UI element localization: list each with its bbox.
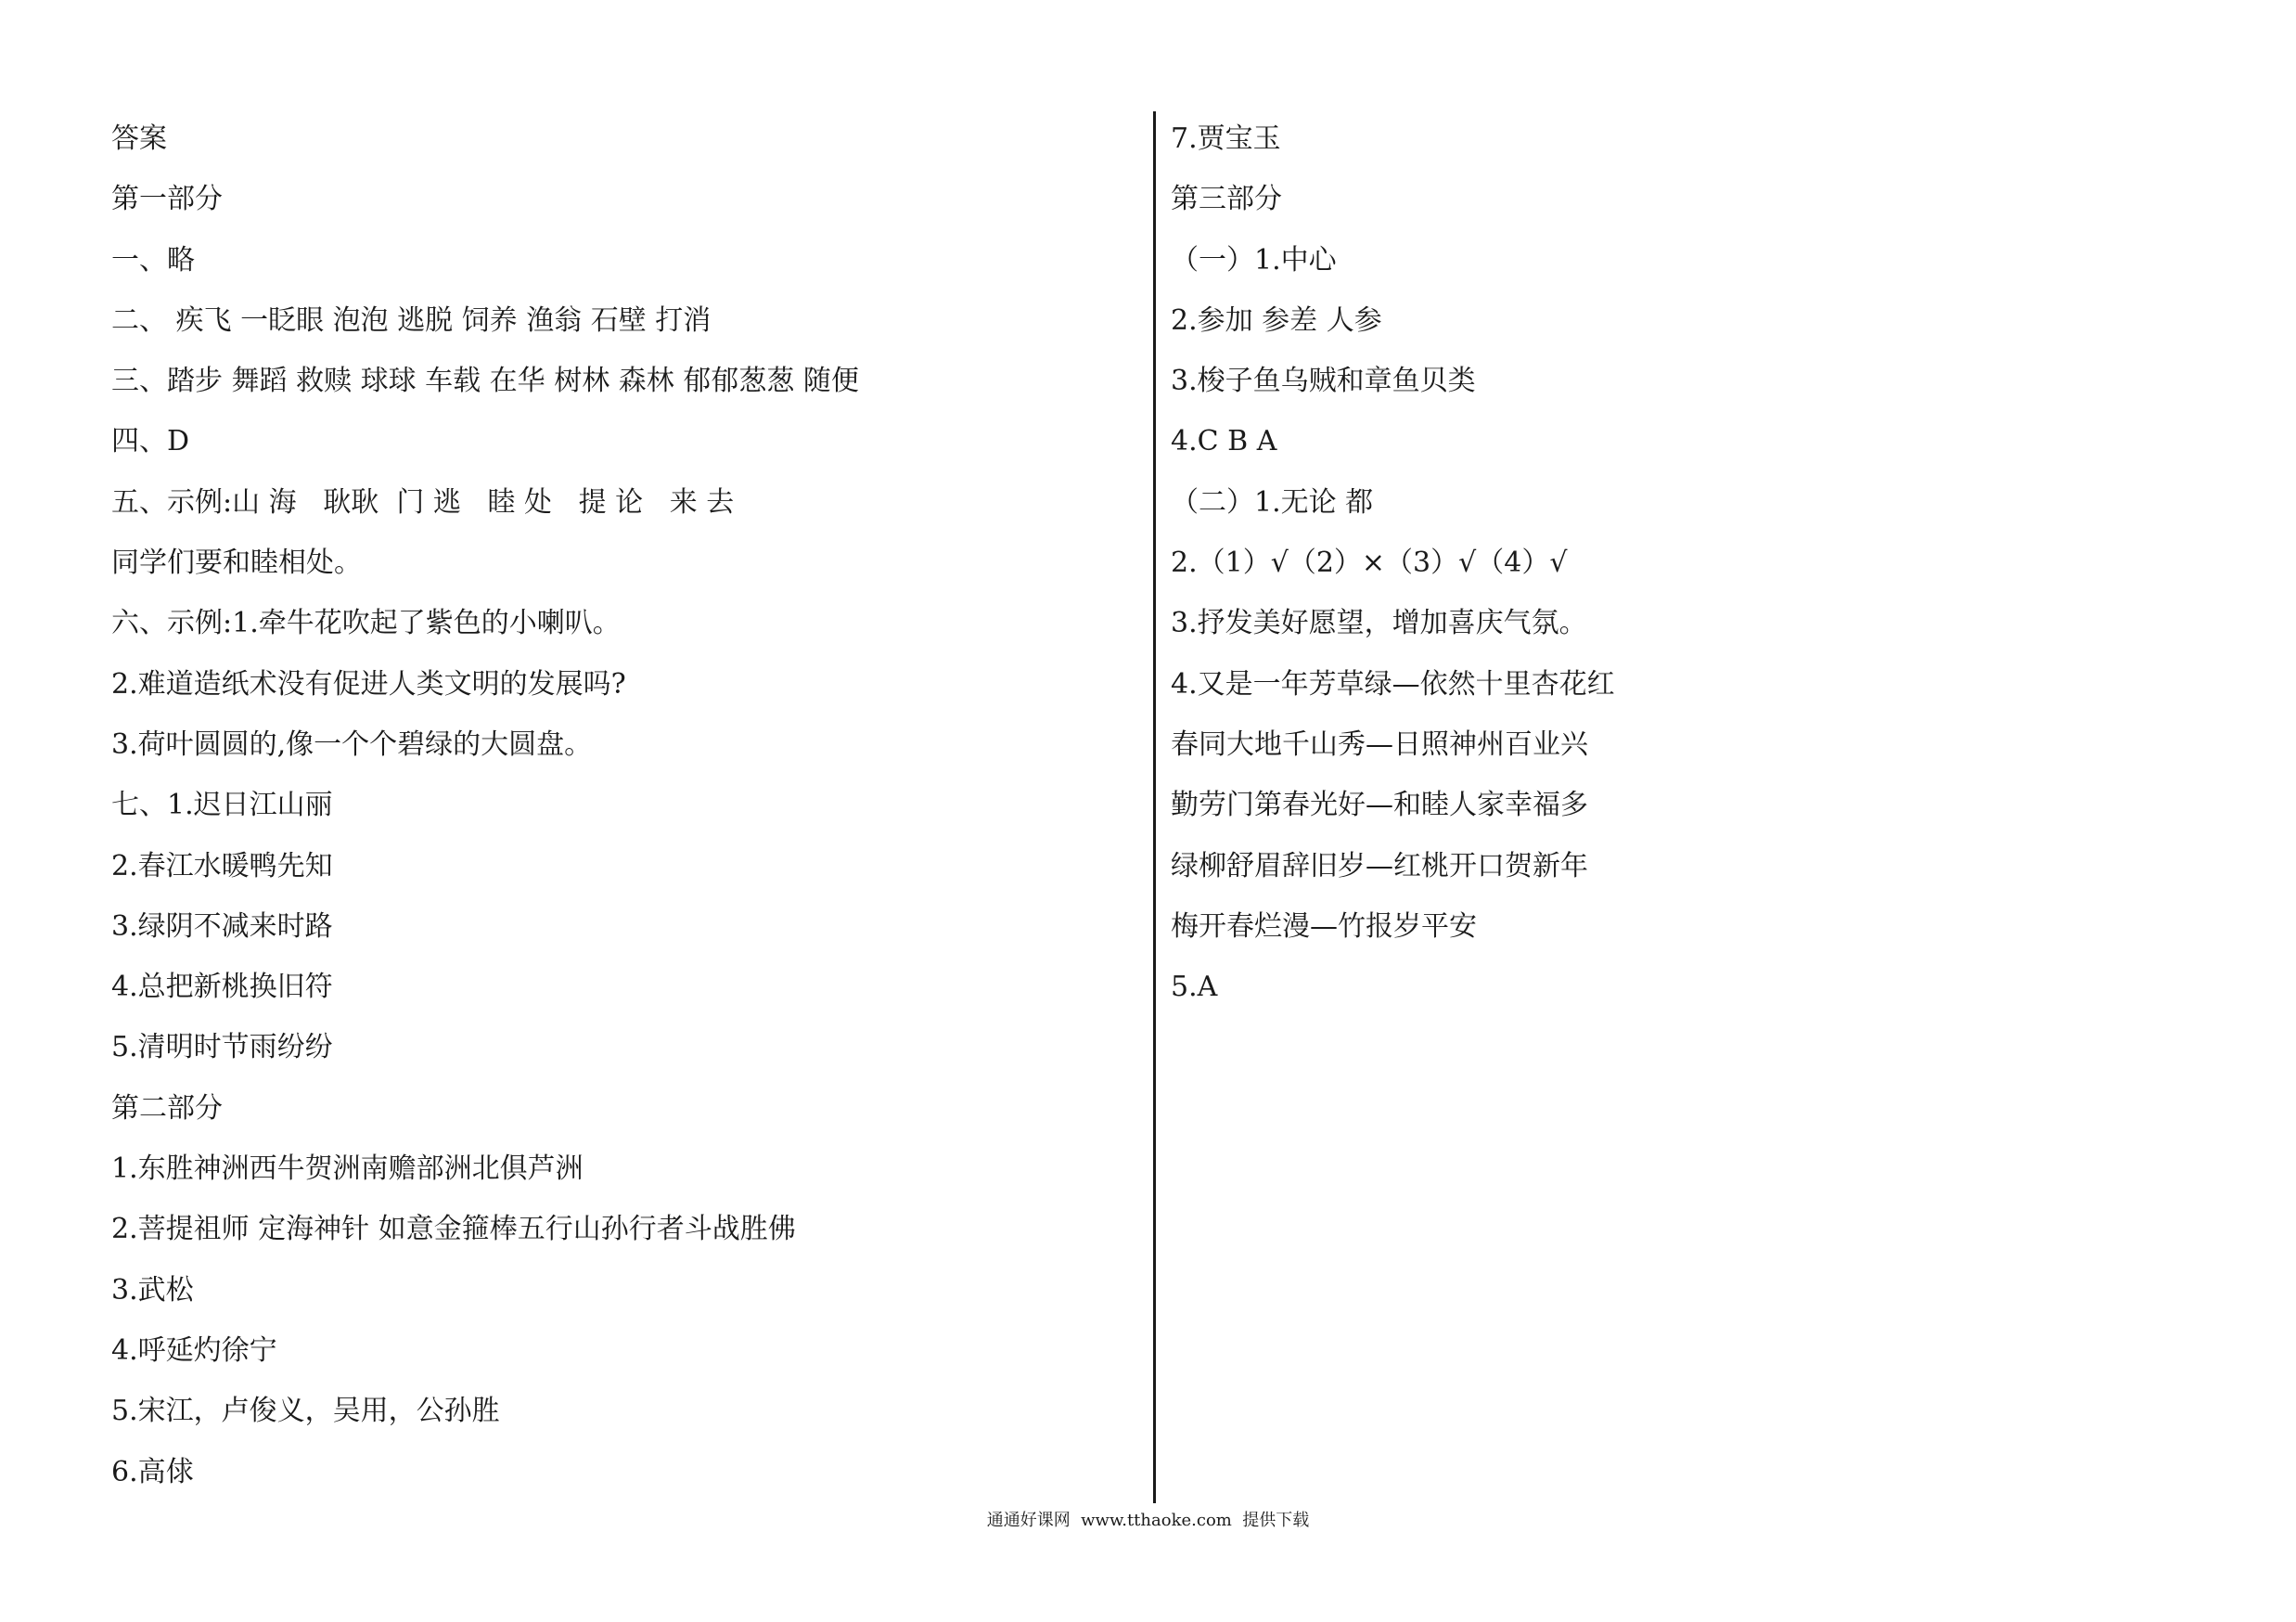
answer-line: （二）1.无论 都	[1171, 485, 1374, 519]
answer-line: 七、1.迟日江山丽	[111, 789, 333, 822]
answer-line: 6.高俅	[111, 1455, 194, 1488]
answer-line: 第一部分	[111, 183, 223, 216]
column-divider	[1153, 111, 1156, 1503]
answer-line: （一）1.中心	[1171, 243, 1337, 277]
answer-line: 第三部分	[1171, 183, 1282, 216]
answer-line: 二、 疾飞 一眨眼 泡泡 逃脱 饲养 渔翁 石壁 打消	[111, 303, 712, 337]
answer-column-right	[1171, 116, 2191, 1024]
answer-column-left	[111, 116, 1132, 1510]
answer-line: 3.绿阴不减来时路	[111, 909, 333, 943]
answer-line: 三、踏步 舞蹈 救赎 球球 车载 在华 树林 森林 郁郁葱葱 随便	[111, 365, 859, 398]
page-footer: 通通好课网 www.tthaoke.com 提供下载	[986, 1511, 1310, 1530]
answer-line: 4.C B A	[1171, 425, 1277, 458]
answer-line: 梅开春烂漫—竹报岁平安	[1171, 909, 1477, 943]
answer-line: 5.清明时节雨纷纷	[111, 1031, 333, 1064]
answer-line: 4.呼延灼徐宁	[111, 1333, 277, 1367]
answer-line: 3.武松	[111, 1273, 194, 1307]
answer-line: 六、示例:1.牵牛花吹起了紫色的小喇叭。	[111, 607, 621, 640]
answer-line: 3.荷叶圆圆的,像一个个碧绿的大圆盘。	[111, 727, 593, 761]
answer-line: 2.春江水暖鸭先知	[111, 849, 333, 882]
answer-line: 3.抒发美好愿望，增加喜庆气氛。	[1171, 607, 1587, 640]
answer-line: 2.难道造纸术没有促进人类文明的发展吗?	[111, 667, 626, 701]
answer-line: 2.菩提祖师 定海神针 如意金箍棒五行山孙行者斗战胜佛	[111, 1213, 796, 1246]
answer-line: 勤劳门第春光好—和睦人家幸福多	[1171, 789, 1588, 822]
answer-line: 答案	[111, 122, 167, 155]
answer-line: 第二部分	[111, 1091, 223, 1125]
answer-line: 5.宋江，卢俊义，吴用，公孙胜	[111, 1395, 500, 1428]
answer-line: 四、D	[111, 425, 190, 458]
answer-line: 5.A	[1171, 971, 1218, 1004]
answer-line: 春同大地千山秀—日照神州百业兴	[1171, 727, 1588, 761]
answer-line: 7.贾宝玉	[1171, 122, 1281, 155]
answer-line: 一、略	[111, 243, 195, 277]
answer-line: 绿柳舒眉辞旧岁—红桃开口贺新年	[1171, 849, 1588, 882]
answer-line: 同学们要和睦相处。	[111, 547, 362, 580]
answer-line: 3.梭子鱼乌贼和章鱼贝类	[1171, 365, 1476, 398]
answer-line: 4.总把新桃换旧符	[111, 971, 333, 1004]
answer-line: 2.参加 参差 人参	[1171, 303, 1382, 337]
answer-line: 1.东胜神洲西牛贺洲南赡部洲北俱芦洲	[111, 1152, 584, 1186]
answer-line: 五、示例:山 海 耿耿 门 逃 睦 处 提 论 来 去	[111, 485, 735, 519]
answer-line: 4.又是一年芳草绿—依然十里杏花红	[1171, 667, 1615, 701]
answer-line: 2.（1）√（2）×（3）√（4）√	[1171, 547, 1568, 580]
